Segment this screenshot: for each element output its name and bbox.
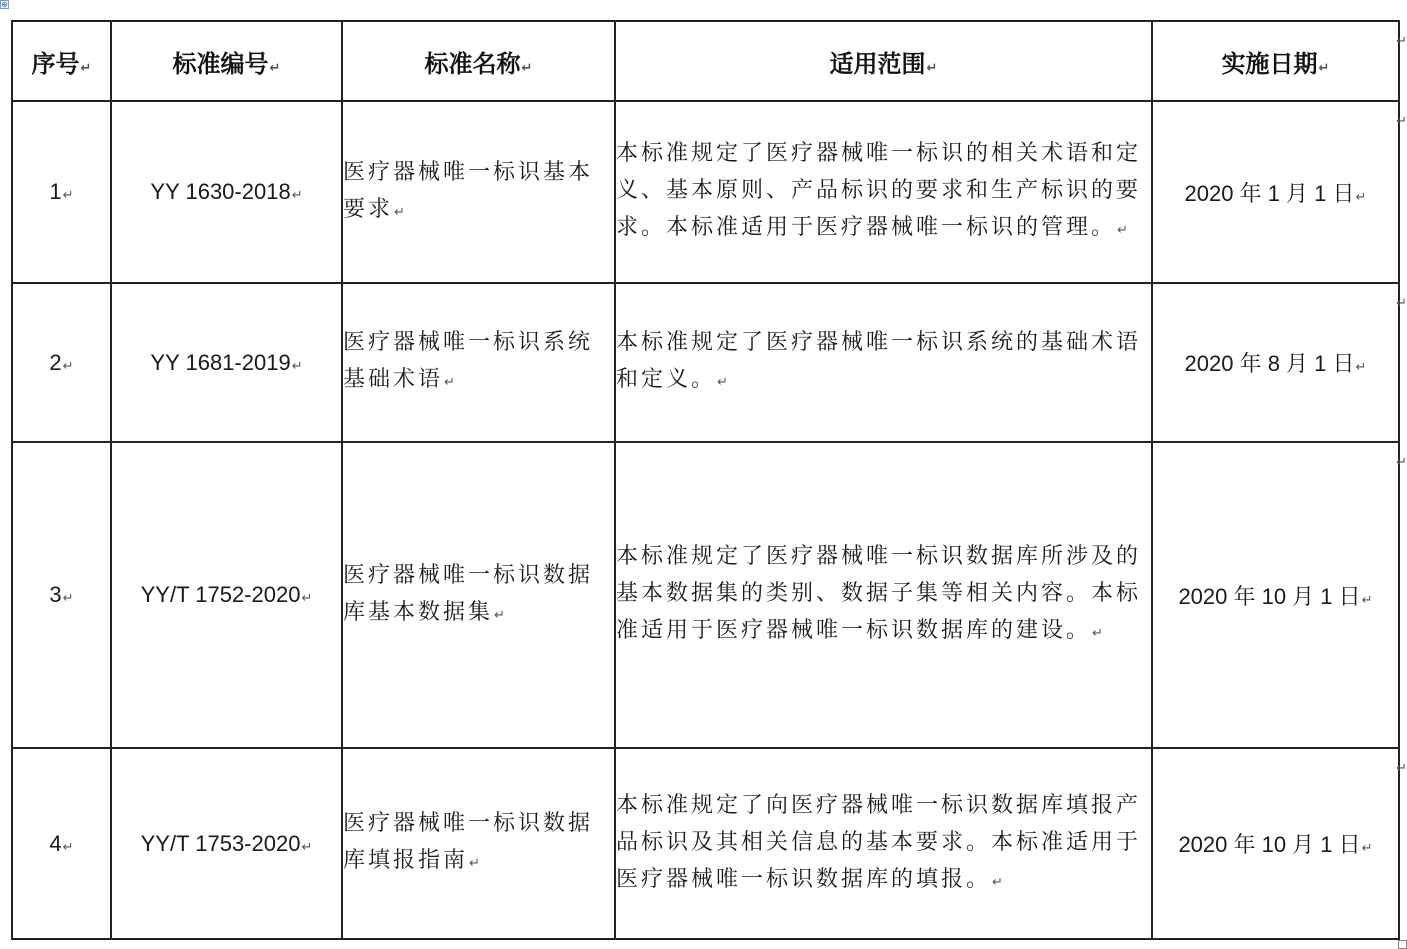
table-move-handle[interactable]: ⊕	[1, 0, 8, 9]
cell-code[interactable]: YY/T 1752-2020↵	[111, 442, 342, 748]
cell-date[interactable]: 2020 年 10 月 1 日↵	[1152, 442, 1399, 748]
cell-code[interactable]: YY/T 1753-2020↵	[111, 748, 342, 939]
cell-scope[interactable]: 本标准规定了医疗器械唯一标识系统的基础术语和定义。↵	[615, 283, 1152, 442]
header-date[interactable]: 实施日期↵	[1152, 21, 1399, 101]
table-row	[12, 101, 1399, 283]
table-header-row	[12, 21, 1399, 101]
cell-date[interactable]: 2020 年 1 月 1 日↵	[1152, 101, 1399, 283]
cell-name[interactable]: 医疗器械唯一标识系统基础术语↵	[342, 283, 615, 442]
header-code[interactable]: 标准编号↵	[111, 21, 342, 101]
cell-name[interactable]: 医疗器械唯一标识基本要求↵	[342, 101, 615, 283]
table-row	[12, 283, 1399, 442]
table-row	[12, 442, 1399, 748]
standards-table	[11, 20, 1400, 940]
row-end-mark: ↵	[1396, 296, 1407, 311]
row-end-mark: ↵	[1396, 114, 1407, 129]
header-no[interactable]: 序号↵	[12, 21, 111, 101]
header-name[interactable]: 标准名称↵	[342, 21, 615, 101]
header-scope[interactable]: 适用范围↵	[615, 21, 1152, 101]
table-row	[12, 748, 1399, 939]
cell-scope[interactable]: 本标准规定了向医疗器械唯一标识数据库填报产品标识及其相关信息的基本要求。本标准适用于医疗器械唯一标识数据库的填报。↵	[615, 748, 1152, 939]
cell-no[interactable]: 1↵	[12, 101, 111, 283]
row-end-mark: ↵	[1396, 455, 1407, 470]
row-end-mark: ↵	[1396, 34, 1407, 49]
table-resize-handle[interactable]	[1398, 940, 1407, 949]
cell-no[interactable]: 3↵	[12, 442, 111, 748]
row-end-mark: ↵	[1396, 761, 1407, 776]
cell-name[interactable]: 医疗器械唯一标识数据库基本数据集↵	[342, 442, 615, 748]
cell-date[interactable]: 2020 年 10 月 1 日↵	[1152, 748, 1399, 939]
cell-scope[interactable]: 本标准规定了医疗器械唯一标识的相关术语和定义、基本原则、产品标识的要求和生产标识的要求。本标准适用于医疗器械唯一标识的管理。↵	[615, 101, 1152, 283]
cell-no[interactable]: 4↵	[12, 748, 111, 939]
cell-scope[interactable]: 本标准规定了医疗器械唯一标识数据库所涉及的基本数据集的类别、数据子集等相关内容。本标准适用于医疗器械唯一标识数据库的建设。↵	[615, 442, 1152, 748]
cell-code[interactable]: YY 1681-2019↵	[111, 283, 342, 442]
cell-code[interactable]: YY 1630-2018↵	[111, 101, 342, 283]
cell-name[interactable]: 医疗器械唯一标识数据库填报指南↵	[342, 748, 615, 939]
cell-no[interactable]: 2↵	[12, 283, 111, 442]
cell-date[interactable]: 2020 年 8 月 1 日↵	[1152, 283, 1399, 442]
